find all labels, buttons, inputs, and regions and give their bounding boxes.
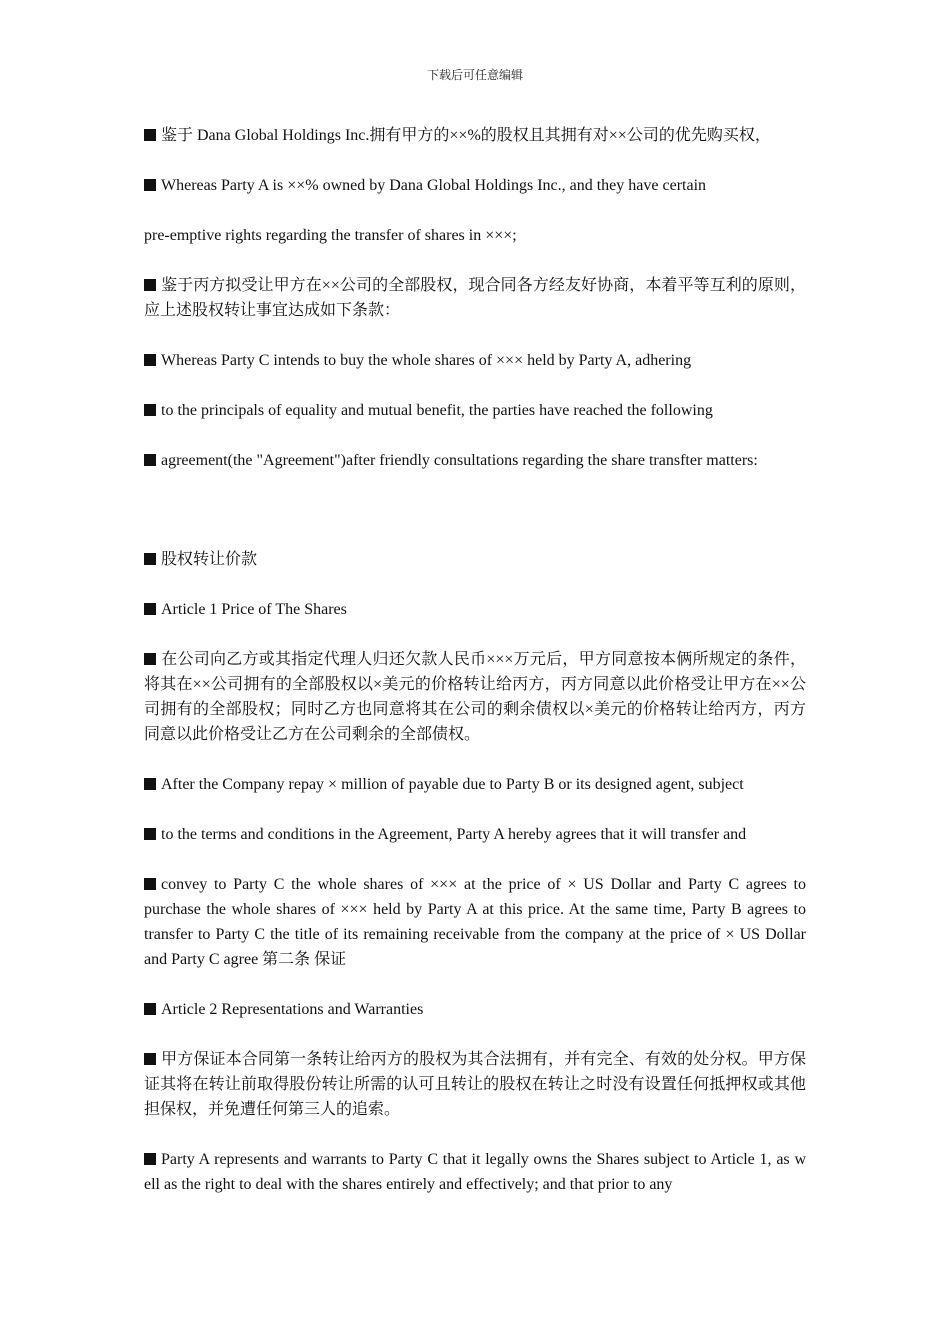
paragraph-text: to the terms and conditions in the Agreement, Party A hereby agrees that it will transfer and [161,826,747,843]
square-bullet-icon [144,1153,156,1165]
square-bullet-icon [144,828,156,840]
paragraph-5 [144,348,806,373]
paragraph-16 [144,1147,806,1197]
square-bullet-icon [144,553,156,565]
paragraph-6 [144,398,806,423]
section-heading: Article 1 Price of The Shares [161,601,347,618]
paragraph-4 [144,273,806,323]
blank-space [144,498,806,547]
square-bullet-icon [144,354,156,366]
paragraph-12 [144,822,806,847]
paragraph-text: Whereas Party A is ××% owned by Dana Global Holdings Inc., and they have certain [161,177,707,194]
paragraph-text: Party A represents and warrants to Party C that it legally owns the Shares subject to Article 1, as w ell as the right to deal with the shares entirely and effectively; and that prior to any [144,1151,806,1193]
square-bullet-icon [144,1053,156,1065]
paragraph-text: pre-emptive rights regarding the transfer of shares in ×××; [144,227,517,244]
square-bullet-icon [144,404,156,416]
section-heading: 股权转让价款 [161,551,258,568]
paragraph-text: Whereas Party C intends to buy the whole shares of ××× held by Party A, adhering [161,352,692,369]
paragraph-text: 鉴于丙方拟受让甲方在××公司的全部股权，现合同各方经友好协商，本着平等互利的原则，应上述股权转让事宜达成如下条款： [144,277,806,319]
square-bullet-icon [144,603,156,615]
page-header: 下载后可任意编辑 [426,68,523,82]
paragraph-text: convey to Party C the whole shares of ××× at the price of × US Dollar and Party C agrees to purchase the whole shares of ××× held by Party A at this price. At the same time, Party B agrees to transfer to Party C the title of its remaining receivable from the company at the price of × US Dollar and Party C agree 第二条 保证 [144,876,806,968]
paragraph-3 [144,223,806,248]
square-bullet-icon [144,279,156,291]
square-bullet-icon [144,129,156,141]
paragraph-text: 在公司向乙方或其指定代理人归还欠款人民币×××万元后，甲方同意按本俩所规定的条件，将其在××公司拥有的全部股权以×美元的价格转让给丙方，丙方同意以此价格受让甲方在××公司拥有的全部股权；同时乙方也同意将其在公司的剩余债权以×美元的价格转让给丙方，丙方同意以此价格受让乙方在公司剩余的全部债权。 [144,651,806,743]
paragraph-8 [144,547,806,572]
square-bullet-icon [144,179,156,191]
square-bullet-icon [144,1003,156,1015]
square-bullet-icon [144,454,156,466]
paragraph-9 [144,597,806,622]
paragraph-11 [144,772,806,797]
paragraph-text: 鉴于 Dana Global Holdings Inc.拥有甲方的××%的股权且其拥有对××公司的优先购买权， [161,127,771,144]
paragraph-13 [144,872,806,972]
paragraph-text: to the principals of equality and mutual benefit, the parties have reached the following [161,402,713,419]
square-bullet-icon [144,653,156,665]
paragraph-10 [144,647,806,747]
paragraph-14 [144,997,806,1022]
paragraph-15 [144,1047,806,1122]
section-heading: Article 2 Representations and Warranties [161,1001,424,1018]
paragraph-7 [144,448,806,473]
square-bullet-icon [144,778,156,790]
paragraph-text: agreement(the "Agreement")after friendly consultations regarding the share transfter matters: [161,452,758,469]
document-body [144,123,806,1222]
paragraph-2 [144,173,806,198]
paragraph-text: After the Company repay × million of payable due to Party B or its designed agent, subject [161,776,744,793]
paragraph-1 [144,123,806,148]
square-bullet-icon [144,878,156,890]
paragraph-text: 甲方保证本合同第一条转让给丙方的股权为其合法拥有，并有完全、有效的处分权。甲方保证其将在转让前取得股份转让所需的认可且转让的股权在转让之时没有设置任何抵押权或其他担保权，并免遭任何第三人的追索。 [144,1051,806,1118]
